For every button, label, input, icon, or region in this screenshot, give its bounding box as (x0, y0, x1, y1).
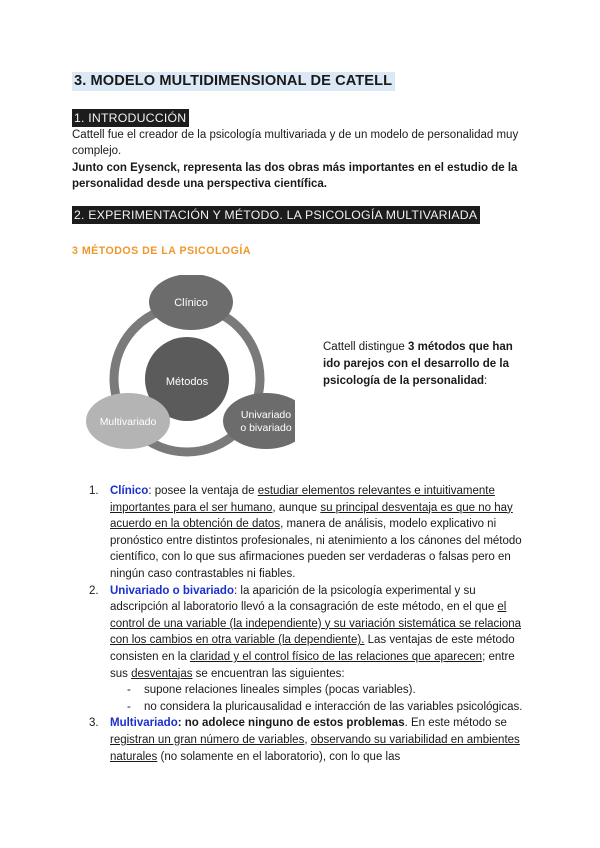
underlined-run: claridad y el control físico de las relaciones que aparecen (189, 650, 483, 663)
methods-cycle-diagram (80, 275, 295, 467)
underlined-run: el control de una variable (la independiente) y su variación sistemática se relaciona con los cambios en otra variable (la dependiente). (110, 601, 522, 647)
keyword-univariado: Univariado o bivariado (110, 584, 234, 597)
underlined-run: registran un gran número de variables (110, 733, 305, 746)
list-item-multivariado (72, 715, 532, 765)
underlined-run: observando su variabilidad en ambientes naturales (110, 733, 520, 763)
methods-list (72, 483, 532, 765)
sublist-item-2 (110, 699, 532, 716)
section-heading-experimentacion: 2. EXPERIMENTACIÓN Y MÉTODO. LA PSICOLOGÍA MULTIVARIADA (72, 206, 480, 224)
underlined-run: desventajas (131, 667, 193, 680)
text-run: , aunque (272, 501, 321, 514)
caption-bold: 3 métodos que han ido parejos con el desarrollo de la psicología de la personalidad (323, 341, 513, 387)
intro-paragraph-1: Cattell fue el creador de la psicología multivariada y de un modelo de personalidad muy complejo. (72, 129, 519, 158)
keyword-multivariado: Multivariado (110, 717, 178, 730)
text-run: (no solamente en el laboratorio), con lo que las (157, 750, 401, 763)
diagram-caption (323, 339, 533, 390)
diagram-label-multivariado: Multivariado (99, 416, 157, 428)
caption-plain: Cattell distingue (323, 341, 409, 353)
text-run: ; entre sus (110, 650, 515, 680)
sublist-item-1 (110, 682, 532, 699)
section-heading-introduccion: 1. INTRODUCCIÓN (72, 109, 189, 127)
keyword-colon: : (148, 485, 152, 497)
keyword-colon: : (233, 584, 238, 597)
underlined-run: estudiar elementos relevantes e intuitivamente importantes para el ser humano (110, 485, 495, 514)
text-run: . En este método se (404, 717, 507, 730)
keyword-clinico: Clínico (110, 485, 149, 497)
document-title: 3. MODELO MULTIDIMENSIONAL DE CATELL (72, 72, 395, 91)
sublist-text: supone relaciones lineales simples (pocas variables). (144, 684, 416, 697)
subheading-metodos: 3 MÉTODOS DE LA PSICOLOGÍA (72, 245, 251, 257)
text-run: Las ventajas de este método consisten en la (110, 634, 515, 663)
diagram-label-univariado-1: Univariado (240, 409, 292, 421)
list-number: 2. (89, 584, 99, 597)
text-run: se encuentran las siguientes: (192, 667, 345, 680)
intro-paragraph-2: Junto con Eysenck, representa las dos obras más importantes en el estudio de la personalidad desde una perspectiva científica. (72, 162, 518, 191)
caption-colon: : (484, 375, 488, 387)
text-run: la aparición de la psicología experimental y su adscripción al laboratorio llevó a la consagración de este método, en el que (110, 584, 498, 614)
list-number: 3. (89, 717, 99, 730)
keyword-colon: : (177, 717, 182, 730)
list-item-univariado (72, 583, 532, 683)
sublist-text: no considera la pluricausalidad e interacción de las variables psicológicas. (144, 700, 523, 713)
underlined-run: su principal desventaja es que no hay acuerdo en la obtención de datos (110, 501, 513, 531)
diagram-label-clinico: Clínico (174, 297, 208, 309)
dash-marker: - (127, 684, 131, 697)
list-item-clinico (72, 483, 532, 583)
text-run: posee la ventaja de (151, 485, 258, 497)
text-run: , (304, 733, 311, 746)
diagram-label-univariado-2: o bivariado (240, 422, 292, 434)
text-run: , manera de análisis, modelo explicativo ni pronóstico entre distintos profesionales, ni atenimiento a los cánones del método científico, con lo que sus afirmaciones pueden ser verdaderas o falsas pero en ningún caso contrastables ni fiables. (110, 518, 522, 580)
diagram-center-label: Métodos (165, 376, 209, 388)
list-number: 1. (89, 485, 99, 497)
dash-marker: - (127, 700, 131, 713)
bold-run: no adolece ninguno de estos problemas (181, 717, 405, 730)
